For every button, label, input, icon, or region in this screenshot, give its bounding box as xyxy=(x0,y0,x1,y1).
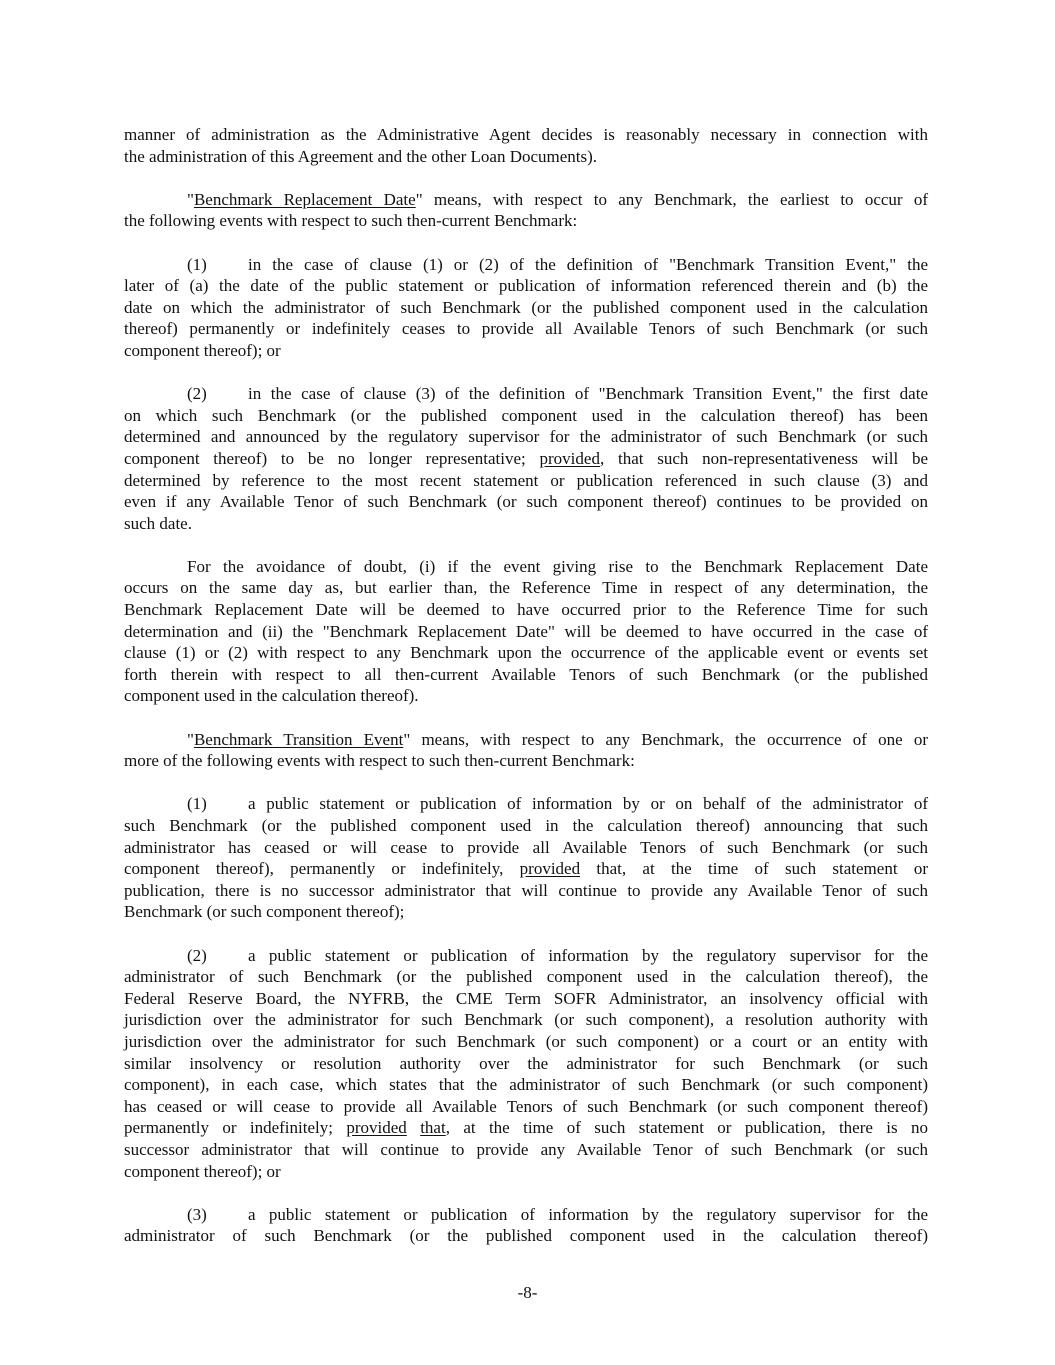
text-segment: that, at the time of such statement or xyxy=(580,859,928,879)
paragraph xyxy=(124,793,928,923)
clause-number: (2) xyxy=(187,384,207,404)
text-segment: administrator has ceased or will cease to provide all Available Tenors of such Benchmark (or such xyxy=(124,837,928,857)
clause-number: (2) xyxy=(187,945,207,965)
text-segment: determined by reference to the most recent statement or publication referenced in such clause (3) and xyxy=(124,470,928,490)
paragraph xyxy=(124,945,928,1183)
text-line xyxy=(124,1139,928,1161)
page-number: -8- xyxy=(517,1283,538,1302)
text-line xyxy=(124,1096,928,1118)
text-segment: " means, with respect to any Benchmark, the occurrence of one or xyxy=(403,729,928,749)
paragraph xyxy=(124,556,928,707)
text-line xyxy=(124,621,928,643)
underlined-term: provided xyxy=(346,1118,407,1138)
text-segment: jurisdiction over the administrator for such Benchmark (or such component), a resolution authority with xyxy=(124,1010,928,1030)
text-segment: more of the following events with respect to such then-current Benchmark: xyxy=(124,751,635,771)
underlined-term: Benchmark Transition Event xyxy=(193,729,404,749)
text-segment: later of (a) the date of the public statement or publication of information referenced therein and (b) the xyxy=(124,276,928,296)
text-line xyxy=(124,750,928,772)
text-line xyxy=(124,599,928,621)
text-line xyxy=(124,966,928,988)
text-line xyxy=(124,146,928,168)
text-line xyxy=(124,685,928,707)
text-line xyxy=(124,729,928,751)
text-line xyxy=(124,405,928,427)
text-line xyxy=(124,556,928,578)
text-segment: similar insolvency or resolution authority over the administrator for such Benchmark (or such xyxy=(124,1053,928,1073)
text-line xyxy=(124,945,928,967)
text-line xyxy=(124,426,928,448)
text-segment: such date. xyxy=(124,513,192,533)
text-line xyxy=(124,470,928,492)
text-line xyxy=(124,1117,928,1139)
text-segment: even if any Available Tenor of such Benchmark (or such component thereof) continues to be provided on xyxy=(124,492,928,512)
text-segment: thereof) permanently or indefinitely ceases to provide all Available Tenors of such Benchmark (or such xyxy=(124,319,928,339)
text-segment: component thereof); or xyxy=(124,340,281,360)
paragraph xyxy=(124,124,928,167)
text-segment: in the case of clause (1) or (2) of the definition of "Benchmark Transition Event," the xyxy=(248,254,928,274)
underlined-term: provided xyxy=(519,859,581,879)
text-segment: " xyxy=(187,729,194,749)
text-line xyxy=(124,793,928,815)
clause-number: (1) xyxy=(187,794,207,814)
text-segment: determination and (ii) the "Benchmark Replacement Date" will be deemed to have occurred in the case of xyxy=(124,621,928,641)
text-line xyxy=(124,383,928,405)
text-segment: " xyxy=(187,189,194,209)
text-line xyxy=(124,837,928,859)
text-line xyxy=(124,880,928,902)
text-line xyxy=(124,577,928,599)
text-line xyxy=(124,1009,928,1031)
text-segment: Benchmark Replacement Date will be deemed to have occurred prior to the Reference Time for such xyxy=(124,600,928,620)
text-segment: a public statement or publication of information by the regulatory supervisor for the xyxy=(248,945,928,965)
text-segment: , that such non-representativeness will be xyxy=(599,448,928,468)
text-line xyxy=(124,1161,928,1183)
text-segment: " means, with respect to any Benchmark, the earliest to occur of xyxy=(415,189,929,209)
text-segment: a public statement or publication of information by or on behalf of the administrator of xyxy=(248,794,928,814)
text-line xyxy=(124,664,928,686)
text-segment: in the case of clause (3) of the definition of "Benchmark Transition Event," the first date xyxy=(248,384,928,404)
text-segment: For the avoidance of doubt, (i) if the event giving rise to the Benchmark Replacement Date xyxy=(187,556,928,576)
text-segment: the following events with respect to such then-current Benchmark: xyxy=(124,211,578,231)
text-segment: has ceased or will cease to provide all Available Tenors of such Benchmark (or such component thereof) xyxy=(124,1096,928,1116)
text-segment: successor administrator that will continue to provide any Available Tenor of such Benchmark (or such xyxy=(124,1139,928,1159)
text-line xyxy=(124,448,928,470)
clause-number: (3) xyxy=(187,1204,207,1224)
text-line xyxy=(124,1225,928,1247)
text-line xyxy=(124,254,928,276)
underlined-term: Benchmark Replacement Date xyxy=(193,189,416,209)
paragraph xyxy=(124,383,928,534)
paragraph xyxy=(124,729,928,772)
text-segment: permanently or indefinitely; xyxy=(124,1118,347,1138)
text-line xyxy=(124,318,928,340)
text-segment: publication, there is no successor administrator that will continue to provide any Available Tenor of such xyxy=(124,880,928,900)
underlined-term: that xyxy=(420,1118,446,1138)
text-segment: component thereof), permanently or indefinitely, xyxy=(124,859,520,879)
text-line xyxy=(124,210,928,232)
text-line xyxy=(124,124,928,146)
text-line xyxy=(124,1204,928,1226)
text-line xyxy=(124,513,928,535)
text-segment: determined and announced by the regulatory supervisor for the administrator of such Benchmark (or such xyxy=(124,427,928,447)
text-segment: manner of administration as the Administrative Agent decides is reasonably necessary in connection with xyxy=(124,125,928,144)
text-segment: administrator of such Benchmark (or the published component used in the calculation thereof), the xyxy=(124,967,928,987)
text-segment: component thereof); or xyxy=(124,1161,281,1181)
text-line xyxy=(124,988,928,1010)
text-line xyxy=(124,340,928,362)
document-body xyxy=(124,124,928,1268)
text-line xyxy=(124,1053,928,1075)
text-line xyxy=(124,901,928,923)
text-segment: jurisdiction over the administrator for such Benchmark (or such component) or a court or an entity with xyxy=(124,1031,928,1051)
text-segment: occurs on the same day as, but earlier than, the Reference Time in respect of any determination, the xyxy=(124,578,928,598)
text-segment: , at the time of such statement or publication, there is no xyxy=(445,1118,929,1138)
text-segment: such Benchmark (or the published component used in the calculation thereof) announcing that such xyxy=(124,816,928,835)
text-line xyxy=(124,297,928,319)
text-segment: forth therein with respect to all then-current Available Tenors of such Benchmark (or the published xyxy=(124,664,928,684)
text-segment: clause (1) or (2) with respect to any Benchmark upon the occurrence of the applicable event or events set xyxy=(124,643,928,663)
text-segment: date on which the administrator of such Benchmark (or the published component used in the calculation xyxy=(124,297,928,317)
paragraph xyxy=(124,254,928,362)
text-line xyxy=(124,275,928,297)
paragraph xyxy=(124,189,928,232)
text-segment xyxy=(407,1118,420,1137)
text-segment: Benchmark (or such component thereof); xyxy=(124,902,405,922)
paragraph xyxy=(124,1204,928,1247)
text-segment: component used in the calculation thereof). xyxy=(124,686,419,706)
text-segment: a public statement or publication of information by the regulatory supervisor for the xyxy=(248,1204,928,1224)
text-line xyxy=(124,1074,928,1096)
text-segment: on which such Benchmark (or the published component used in the calculation thereof) has been xyxy=(124,405,928,425)
clause-number: (1) xyxy=(187,254,207,274)
text-line xyxy=(124,815,928,837)
text-line xyxy=(124,491,928,513)
text-segment: component thereof) to be no longer representative; xyxy=(124,448,540,468)
underlined-term: provided xyxy=(539,448,600,468)
text-line xyxy=(124,189,928,211)
text-segment: component), in each case, which states that the administrator of such Benchmark (or such component) xyxy=(124,1075,928,1095)
text-segment: the administration of this Agreement and the other Loan Documents). xyxy=(124,146,598,166)
text-segment: Federal Reserve Board, the NYFRB, the CME Term SOFR Administrator, an insolvency official with xyxy=(124,988,928,1008)
text-segment: administrator of such Benchmark (or the published component used in the calculation thereof) xyxy=(124,1226,928,1246)
text-line xyxy=(124,858,928,880)
text-line xyxy=(124,1031,928,1053)
text-line xyxy=(124,642,928,664)
